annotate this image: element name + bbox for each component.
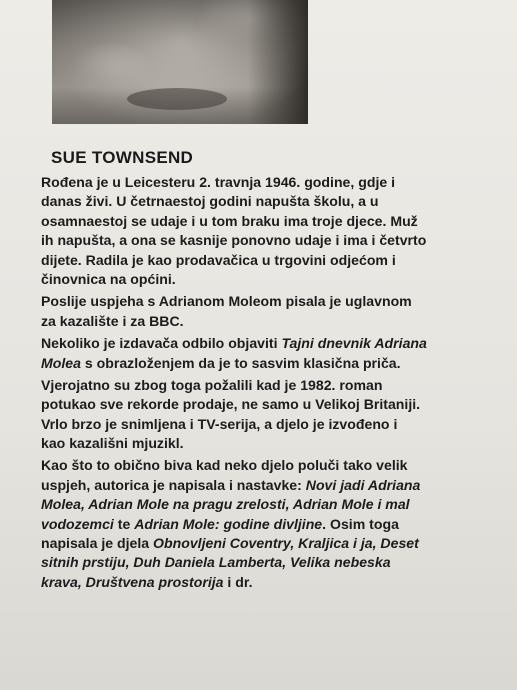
bio-line (41, 212, 517, 231)
bio-line (41, 495, 517, 514)
bio-text: uspjeh, autorica je napisala i nastavke: (41, 476, 306, 493)
bio-line (41, 173, 517, 192)
bio-line (41, 231, 517, 250)
bio-line (41, 292, 517, 311)
bio-book-title: krava, Društvena prostorija (41, 573, 224, 590)
bio-line (41, 395, 517, 414)
bio-book-title: Molea, Adrian Mole na pragu zrelosti, Adrian Mole i mal (41, 496, 410, 513)
bio-text: Poslije uspjeha s Adrianom Moleom pisala je uglavnom (41, 293, 412, 310)
bio-line (41, 354, 517, 373)
bio-line (41, 415, 517, 434)
bio-line (41, 270, 517, 289)
bio-line (41, 376, 517, 395)
bio-text: Nekoliko je izdavača odbilo objaviti (41, 335, 282, 352)
bio-text: kao kazališni mjuzikl. (41, 435, 184, 452)
author-biography (41, 173, 517, 592)
bio-text: potukao sve rekorde prodaje, ne samo u Velikoj Britaniji. (41, 396, 421, 413)
bio-line (41, 476, 517, 495)
bio-text: Kao što to obično biva kad neko djelo poluči tako velik (41, 457, 408, 474)
bio-book-title: Adrian Mole: godine divljine (134, 515, 323, 532)
bio-line (41, 312, 517, 331)
bio-text: te (113, 515, 135, 532)
bio-text: dijete. Radila je kao prodavačica u trgovini odjećom i (41, 251, 396, 268)
bio-text: činovnica na općini. (41, 270, 176, 287)
bio-text: Vjerojatno su zbog toga požalili kad je 1982. roman (41, 376, 383, 393)
bio-line (41, 192, 517, 211)
bio-text: i dr. (223, 573, 253, 590)
bio-text: za kazalište i za BBC. (41, 312, 184, 329)
bio-text: . Osim toga (322, 515, 399, 532)
photo-shadow (52, 0, 308, 124)
bio-text: danas živi. U četrnaestoj godini napušta školu, a u (41, 193, 379, 210)
bio-line (41, 515, 517, 534)
bio-text: napisala je djela (41, 535, 154, 552)
bio-text: s obrazloženjem da je to sasvim klasična priča. (80, 354, 401, 371)
bio-text: ih napušta, a ona se kasnije ponovno udaje i ima i četvrto (41, 232, 427, 249)
bio-book-title: sitnih prstiju, Duh Daniela Lamberta, Velika nebeska (41, 554, 391, 571)
bio-line (41, 534, 517, 553)
author-name-heading: SUE TOWNSEND (51, 148, 194, 167)
bio-book-title: Tajni dnevnik Adriana (281, 335, 427, 352)
bio-text: osamnaestoj se udaje i u tom braku ima troje djece. Muž (41, 212, 418, 229)
bio-line (41, 456, 517, 475)
bio-book-title: vodozemci (41, 515, 114, 532)
bio-line (41, 553, 517, 572)
bio-text: Rođena je u Leicesteru 2. travnja 1946. godine, gdje i (41, 174, 396, 190)
bio-book-title: Novi jadi Adriana (305, 476, 421, 493)
bio-book-title: Obnovljeni Coventry, Kraljica i ja, Deset (153, 535, 419, 552)
bio-line (41, 334, 517, 353)
bio-line (41, 573, 517, 592)
bio-book-title: Molea (41, 354, 81, 371)
author-photo (52, 0, 308, 124)
bio-text: Vrlo brzo je snimljena i TV-serija, a djelo je izvođeno i (41, 415, 398, 432)
bio-line (41, 434, 517, 453)
bio-line (41, 251, 517, 270)
